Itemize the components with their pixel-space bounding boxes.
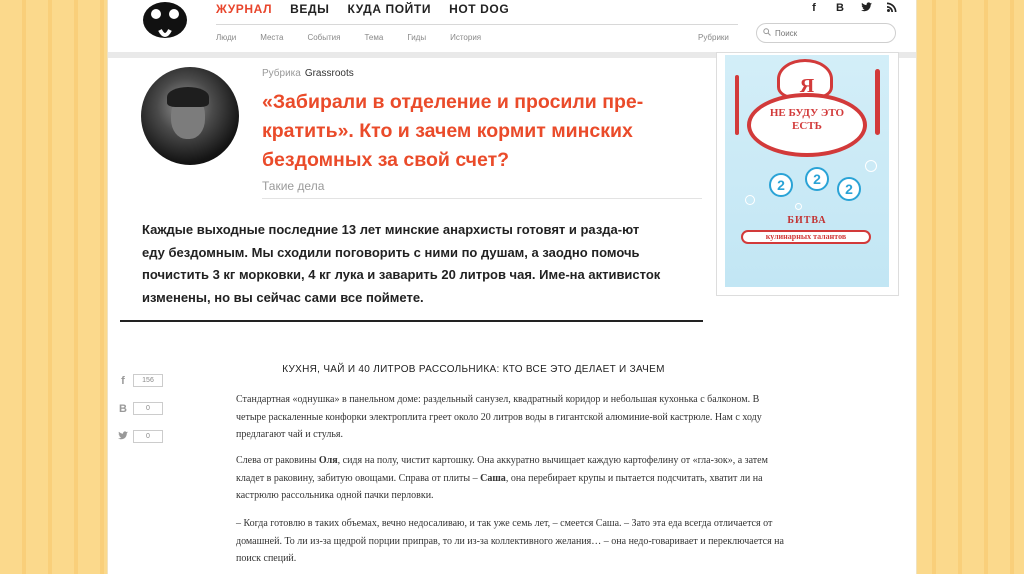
article-paragraph: Слева от раковины Оля, сидя на полу, чистит картошку. Она аккуратно вычищает каждую картофелину от «гла-зок», а затем кладет в раковину, забитую овощами. Справа от плиты – Саша, она перебирает крупы и пытается подсчитать, хватит ли на кастрюлю рассольника одной пачки перловки.	[236, 455, 768, 501]
vk-icon: B	[119, 402, 127, 415]
subnav-item-people[interactable]: Люди	[216, 33, 237, 42]
lead-divider	[120, 320, 703, 322]
nav-item-hot-dog[interactable]: HOT DOG	[449, 2, 510, 16]
ad-image	[725, 55, 889, 287]
article-source[interactable]: Такие дела	[262, 179, 325, 193]
share-twitter[interactable]	[116, 430, 163, 443]
person-name: Оля	[318, 455, 338, 466]
article-lead: Каждые выходные последние 13 лет минские анархисты готовят и разда-ют еду бездомным. Мы сходили поговорить с ними по душам, а заодно помочь почистить 3 кг морковки, 4 кг лука и заварить 20 литров чая. Име-на активисток изменены, но вы сейчас сами все поймете.	[142, 222, 661, 305]
share-facebook[interactable]	[116, 374, 163, 387]
ad-number: 2	[837, 177, 861, 201]
ad-number: 2	[769, 173, 793, 197]
facebook-icon[interactable]: f	[812, 2, 816, 14]
ad-line-2: НЕ БУДУ ЭТО ЕСТЬ	[769, 107, 845, 132]
share-vk[interactable]	[116, 402, 163, 415]
main-nav	[216, 2, 509, 16]
ad-number: 2	[805, 167, 829, 191]
subnav-item-events[interactable]: События	[307, 33, 341, 42]
article-paragraph: Стандартная «однушка» в панельном доме: раздельный санузел, квадратный коридор и небольшая кухонька с балконом. В четыре раскаленные конфорки электроплита греет около 20 литров воды в гигантской алюминие-вой кастрюле. Нам с ходу предлагают чай и стулья.	[236, 394, 762, 440]
share-count: 156	[133, 374, 163, 387]
ad-banner[interactable]	[716, 52, 899, 296]
nav-item-where-to-go[interactable]: КУДА ПОЙТИ	[347, 2, 432, 16]
vk-icon[interactable]: B	[836, 2, 844, 14]
section-heading: КУХНЯ, ЧАЙ И 40 ЛИТРОВ РАССОЛЬНИКА: КТО ВСЕ ЭТО ДЕЛАЕТ И ЗАЧЕМ	[282, 364, 665, 375]
ad-line-1: Я	[799, 75, 815, 97]
article-paragraph: – Когда готовлю в таких объемах, вечно недосаливаю, и так уже семь лет, – смеется Саша. – Зато эта еда всегда отличается от домашней. То ли из-за щедрой порции приправ, то ли из-за коллективного желания… – она недо-говаривает и переключается на поиск специй.	[236, 518, 784, 564]
article-title: «Забирали в отделение и просили пре-кратить». Кто и зачем кормит минских бездомных за свой счет?	[262, 91, 644, 171]
subnav-item-guides[interactable]: Гиды	[407, 33, 427, 42]
twitter-icon	[116, 431, 130, 443]
social-links	[808, 2, 898, 15]
share-count: 0	[133, 430, 163, 443]
rubrics-link[interactable]: Рубрики	[698, 33, 729, 42]
rubric-link[interactable]: Grassroots	[304, 68, 354, 79]
rubric-label: Рубрика	[262, 68, 301, 79]
subnav-item-places[interactable]: Места	[260, 33, 284, 42]
person-name: Саша	[480, 472, 506, 484]
facebook-icon: f	[121, 374, 125, 387]
nav-divider	[216, 24, 738, 25]
article-photo	[141, 67, 239, 165]
nav-item-vedy[interactable]: ВЕДЫ	[290, 2, 330, 16]
search-box[interactable]	[756, 23, 896, 43]
rss-icon[interactable]	[886, 2, 898, 15]
logo[interactable]	[140, 0, 190, 46]
search-input[interactable]	[775, 29, 875, 38]
rubric-line	[262, 68, 354, 79]
search-icon	[763, 28, 771, 38]
twitter-icon[interactable]	[860, 2, 872, 15]
page	[108, 0, 916, 574]
ad-talents: кулинарных талантов	[741, 230, 871, 244]
title-divider	[262, 198, 702, 199]
subnav-item-history[interactable]: История	[450, 33, 482, 42]
nav-item-journal[interactable]: ЖУРНАЛ	[216, 2, 273, 16]
ad-battle: БИТВА	[787, 215, 827, 226]
sub-nav	[216, 33, 505, 42]
share-count: 0	[133, 402, 163, 415]
subnav-item-topic[interactable]: Тема	[364, 33, 384, 42]
